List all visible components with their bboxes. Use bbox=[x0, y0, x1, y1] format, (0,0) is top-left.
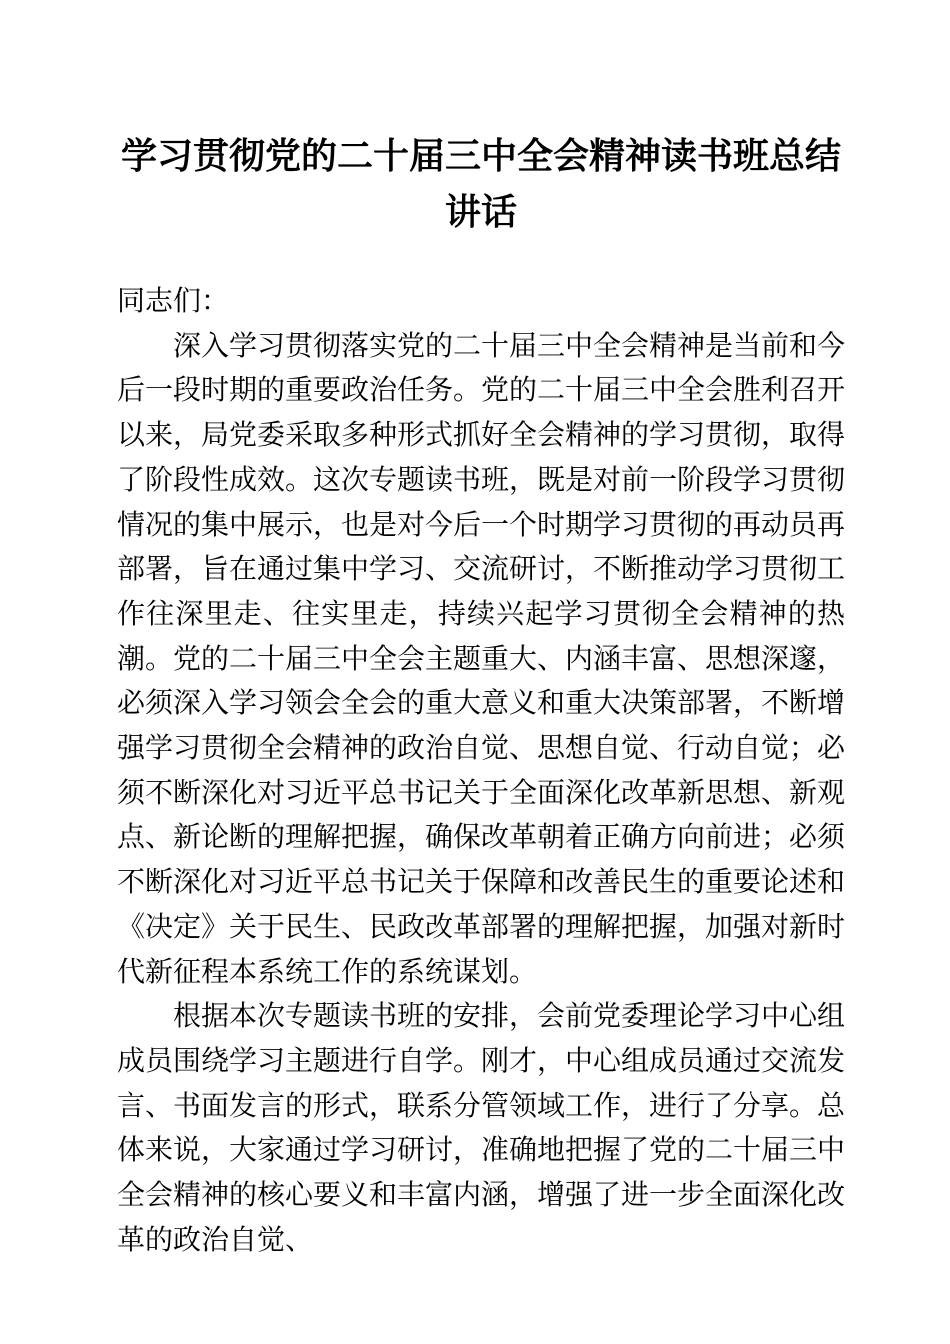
body-paragraph-1: 深入学习贯彻落实党的二十届三中全会精神是当前和今后一段时期的重要政治任务。党的二十届三中全会胜利召开以来，局党委采取多种形式抓好全会精神的学习贯彻，取得了阶段性成效。这次专题读书班，既是对前一阶段学习贯彻情况的集中展示，也是对今后一个时期学习贯彻的再动员再部署，旨在通过集中学习、交流研讨，不断推动学习贯彻工作往深里走、往实里走，持续兴起学习贯彻全会精神的热潮。党的二十届三中全会主题重大、内涵丰富、思想深邃，必须深入学习领会全会的重大意义和重大决策部署，不断增强学习贯彻全会精神的政治自觉、思想自觉、行动自觉；必须不断深化对习近平总书记关于全面深化改革新思想、新观点、新论断的理解把握，确保改革朝着正确方向前进；必须不断深化对习近平总书记关于保障和改善民生的重要论述和《决定》关于民生、民政改革部署的理解把握，加强对新时代新征程本系统工作的系统谋划。 bbox=[117, 330, 846, 988]
body-paragraph-2: 根据本次专题读书班的安排，会前党委理论学习中心组成员围绕学习主题进行自学。刚才，中心组成员通过交流发言、书面发言的形式，联系分管领域工作，进行了分享。总体来说，大家通过学习研讨，准确地把握了党的二十届三中全会精神的核心要义和丰富内涵，增强了进一步全面深化改革的政治自觉、 bbox=[117, 1001, 846, 1256]
document-title: 学习贯彻党的二十届三中全会精神读书班总结讲话 bbox=[120, 136, 841, 232]
document-body bbox=[117, 280, 845, 1263]
salutation-line: 同志们： bbox=[117, 286, 230, 317]
